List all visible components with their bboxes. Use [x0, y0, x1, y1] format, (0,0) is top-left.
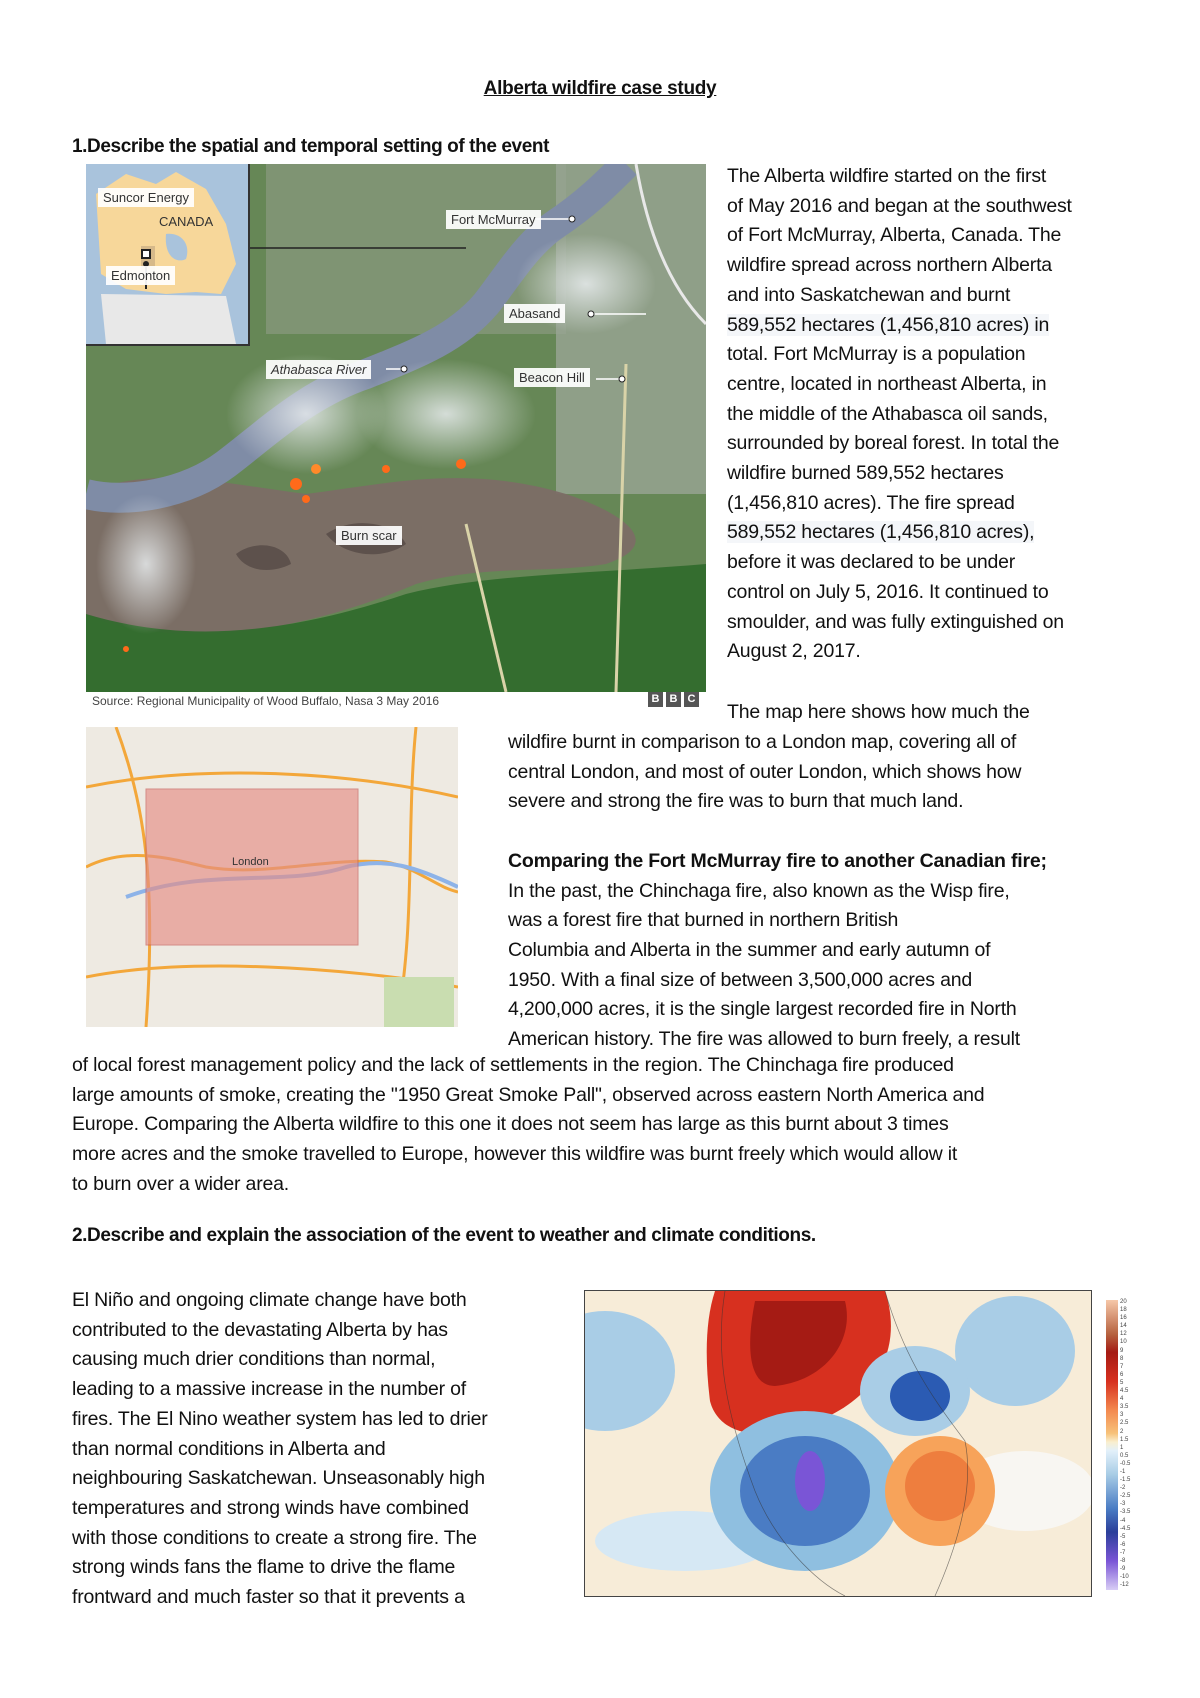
text-line: 4,200,000 acres, it is the single largest recorded fire in North	[508, 998, 1017, 1021]
tick: -6	[1120, 1541, 1126, 1548]
tick: -9	[1120, 1566, 1126, 1573]
text-line: than normal conditions in Alberta and	[72, 1437, 386, 1460]
map-paragraph	[508, 728, 1148, 1055]
tick: 8	[1120, 1355, 1124, 1362]
tick: 9	[1120, 1347, 1124, 1354]
bbc-logo	[648, 692, 699, 707]
london-map-graphic	[86, 727, 458, 1027]
tick: 6	[1120, 1371, 1124, 1378]
text-line: smoulder, and was fully extinguished on	[727, 610, 1064, 633]
text-line: before it was declared to be under	[727, 551, 1016, 574]
tick: -2.5	[1120, 1493, 1131, 1500]
section-2-heading: 2.Describe and explain the association of the event to weather and climate conditions.	[72, 1225, 816, 1246]
temperature-anomaly-map	[584, 1290, 1092, 1597]
text-line: frontward and much faster so that it prevents a	[72, 1586, 465, 1609]
canada-label: CANADA	[159, 214, 214, 229]
text-line: In the past, the Chinchaga fire, also known as the Wisp fire,	[508, 879, 1010, 902]
tick: -3	[1120, 1501, 1126, 1508]
tick: 3.5	[1120, 1404, 1129, 1411]
tick: 16	[1120, 1315, 1127, 1322]
london-comparison-map	[86, 727, 458, 1027]
tick: -2	[1120, 1485, 1126, 1492]
bbc-letter: B	[666, 692, 681, 707]
burn-scar-label: Burn scar	[336, 526, 402, 545]
map-text-line-1: The map here shows how much the	[727, 701, 1030, 723]
tick: 4	[1120, 1396, 1124, 1403]
text-line: surrounded by boreal forest. In total the	[727, 432, 1060, 455]
text-line: centre, located in northeast Alberta, in	[727, 372, 1047, 395]
text-line: of May 2016 and began at the southwest	[727, 194, 1072, 217]
intro-paragraph	[727, 162, 1167, 667]
text-line: to burn over a wider area.	[72, 1172, 290, 1195]
text-line: severe and strong the fire was to burn that much land.	[508, 790, 964, 813]
tick: -1.5	[1120, 1477, 1131, 1484]
text-line: more acres and the smoke travelled to Europe, however this wildfire was burnt freely which would allow it	[72, 1143, 958, 1166]
text-line: The Alberta wildfire started on the first	[727, 165, 1047, 187]
tick: 3	[1120, 1412, 1124, 1419]
text-line: leading to a massive increase in the number of	[72, 1378, 467, 1401]
text-line: Columbia and Alberta in the summer and early autumn of	[508, 938, 991, 961]
text-line: contributed to the devastating Alberta by has	[72, 1318, 448, 1341]
tick: -10	[1120, 1574, 1129, 1581]
text-line: American history. The fire was allowed to burn freely, a result	[508, 1028, 1020, 1051]
text-line: and into Saskatchewan and burnt	[727, 283, 1011, 306]
satellite-image	[86, 164, 706, 692]
text-line: 1950. With a final size of between 3,500,000 acres and	[508, 968, 973, 991]
tick: -8	[1120, 1558, 1126, 1564]
text-line: total. Fort McMurray is a population	[727, 343, 1026, 366]
text-line: large amounts of smoke, creating the "1950 Great Smoke Pall", observed across eastern North America and	[72, 1083, 985, 1106]
tick: -4.5	[1120, 1525, 1131, 1532]
text-line: wildfire burned 589,552 hectares	[727, 462, 1004, 485]
athabasca-river-label: Athabasca River	[266, 360, 371, 379]
colorbar-tick-labels	[1120, 1298, 1144, 1590]
tick: 5	[1120, 1379, 1124, 1386]
tick: 4.5	[1120, 1388, 1129, 1395]
colorbar	[1106, 1300, 1118, 1590]
climate-paragraph	[72, 1286, 572, 1613]
document-title: Alberta wildfire case study	[483, 78, 717, 99]
tick: 7	[1120, 1363, 1124, 1370]
beacon-hill-label: Beacon Hill	[514, 368, 590, 387]
tick: -4	[1120, 1517, 1126, 1524]
text-line: central London, and most of outer London, which shows how	[508, 760, 1022, 783]
text-line: 589,552 hectares (1,456,810 acres) in	[727, 313, 1050, 336]
tick: 2.5	[1120, 1420, 1129, 1427]
tick: 18	[1120, 1307, 1127, 1314]
text-line: August 2, 2017.	[727, 640, 861, 663]
tick: 1	[1120, 1444, 1124, 1451]
tick: 12	[1120, 1331, 1127, 1338]
text-line: of Fort McMurray, Alberta, Canada. The	[727, 224, 1062, 247]
text-line: Europe. Comparing the Alberta wildfire to this one it does not seem has large as this burnt about 3 times	[72, 1113, 949, 1136]
comparison-heading: Comparing the Fort McMurray fire to another Canadian fire;	[508, 849, 1047, 872]
text-line: was a forest fire that burned in northern British	[508, 909, 899, 932]
suncor-energy-label: Suncor Energy	[98, 188, 194, 207]
tick: 2	[1120, 1428, 1124, 1435]
text-line: with those conditions to create a strong fire. The	[72, 1526, 477, 1549]
text-line: fires. The El Nino weather system has led to drier	[72, 1407, 488, 1430]
tick: 14	[1120, 1323, 1127, 1330]
bbc-letter: C	[684, 692, 699, 707]
text-line: causing much drier conditions than normal,	[72, 1348, 436, 1371]
image-source-caption: Source: Regional Municipality of Wood Buffalo, Nasa 3 May 2016	[92, 694, 440, 708]
tick: -5	[1120, 1533, 1126, 1540]
comparison-paragraph-continued	[72, 1051, 1152, 1200]
text-line: the middle of the Athabasca oil sands,	[727, 402, 1048, 425]
tick: -7	[1120, 1549, 1126, 1556]
tick: -0.5	[1120, 1460, 1131, 1467]
london-label: London	[232, 856, 269, 868]
tick: 10	[1120, 1339, 1127, 1346]
text-line: neighbouring Saskatchewan. Unseasonably high	[72, 1467, 485, 1490]
text-line: control on July 5, 2016. It continued to	[727, 580, 1049, 603]
text-line: of local forest management policy and the lack of settlements in the region. The Chinchaga fire produced	[72, 1054, 954, 1076]
edmonton-label: Edmonton	[106, 266, 175, 285]
text-line: 589,552 hectares (1,456,810 acres),	[727, 521, 1035, 544]
abasand-label: Abasand	[504, 304, 565, 323]
tick: 1.5	[1120, 1436, 1129, 1443]
section-1-heading: 1.Describe the spatial and temporal setting of the event	[72, 136, 549, 157]
anomaly-map-graphic	[585, 1291, 1091, 1596]
tick: -1	[1120, 1468, 1126, 1475]
text-line: temperatures and strong winds have combined	[72, 1496, 469, 1519]
text-line: (1,456,810 acres). The fire spread	[727, 491, 1015, 514]
tick: 0.5	[1120, 1452, 1129, 1459]
text-line: wildfire burnt in comparison to a London map, covering all of	[508, 731, 1017, 753]
bbc-letter: B	[648, 692, 663, 707]
tick: -3.5	[1120, 1509, 1131, 1516]
text-line: strong winds fans the flame to drive the flame	[72, 1556, 456, 1579]
text-line: El Niño and ongoing climate change have both	[72, 1289, 467, 1311]
text-line: wildfire spread across northern Alberta	[727, 254, 1052, 277]
tick: 20	[1120, 1299, 1127, 1305]
fort-mcmurray-label: Fort McMurray	[446, 210, 541, 229]
tick: -12	[1120, 1582, 1129, 1589]
